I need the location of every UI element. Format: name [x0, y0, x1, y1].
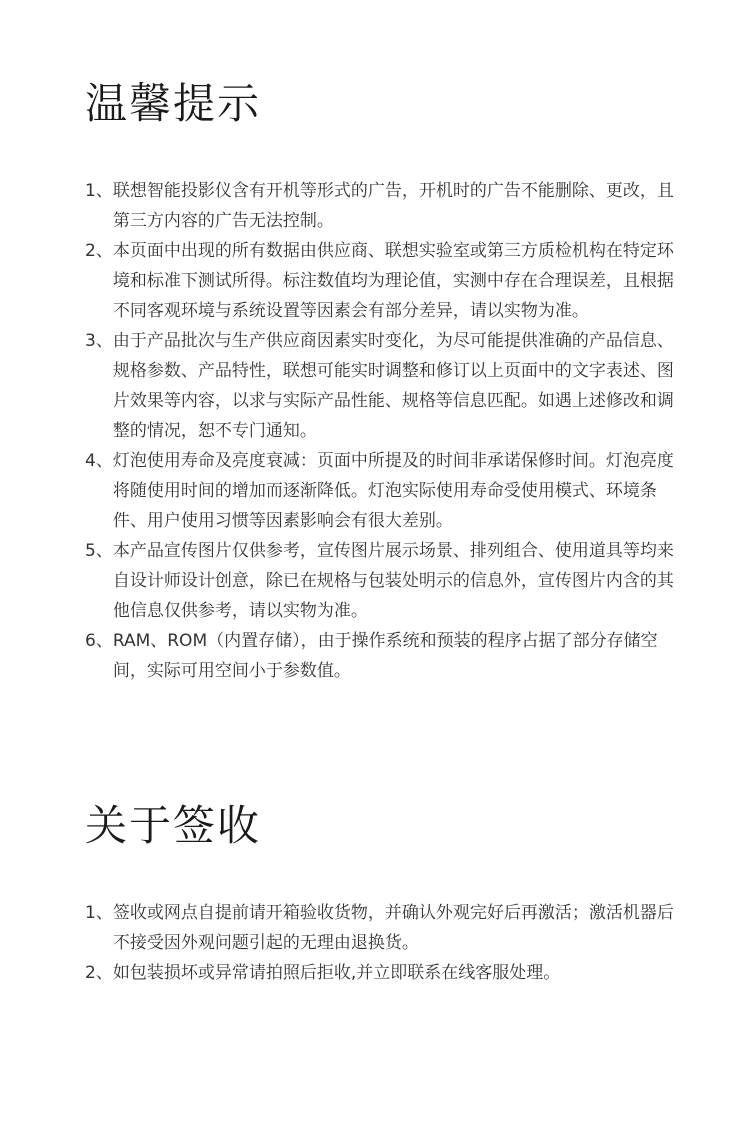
- sign-item-number: 2、: [85, 963, 113, 983]
- tips-item-text: 本页面中出现的所有数据由供应商、联想实验室或第三方质检机构在特定环境和标准下测试所得。标注数值均为理论值，实测中存在合理误差，且根据不同客观环境与系统设置等因素会有部分差异，请以实物为准。: [112, 241, 674, 321]
- tips-item-number: 2、: [85, 241, 113, 261]
- tips-item-6: [85, 626, 675, 686]
- sign-title: 关于签收: [85, 801, 262, 850]
- tips-item-number: 4、: [85, 451, 113, 471]
- tips-item-number: 6、: [85, 631, 113, 651]
- tips-section: [85, 78, 675, 686]
- tips-title: 温馨提示: [85, 79, 262, 128]
- sign-item-1: [85, 898, 675, 958]
- sign-item-text: 如包装损坏或异常请拍照后拒收,并立即联系在线客服处理。: [112, 963, 561, 983]
- tips-item-5: [85, 536, 675, 626]
- sign-item-text: 签收或网点自提前请开箱验收货物，并确认外观完好后再激活；激活机器后不接受因外观问题引起的无理由退换货。: [112, 903, 674, 953]
- tips-item-4: [85, 446, 675, 536]
- tips-item-text: RAM、ROM（内置存储），由于操作系统和预装的程序占据了部分存储空间，实际可用空间小于参数值。: [112, 631, 658, 681]
- tips-item-3: [85, 326, 675, 446]
- sign-list: [85, 898, 675, 988]
- sign-item-number: 1、: [85, 903, 113, 923]
- tips-item-number: 5、: [85, 541, 113, 561]
- tips-item-text: 本产品宣传图片仅供参考，宣传图片展示场景、排列组合、使用道具等均来自设计师设计创意，除已在规格与包装处明示的信息外，宣传图片内含的其他信息仅供参考，请以实物为准。: [112, 541, 674, 621]
- tips-item-number: 1、: [85, 181, 113, 201]
- tips-list: [85, 176, 675, 686]
- tips-item-text: 灯泡使用寿命及亮度衰减：页面中所提及的时间非承诺保修时间。灯泡亮度将随使用时间的增加而逐渐降低。灯泡实际使用寿命受使用模式、环境条件、用户使用习惯等因素影响会有很大差别。: [112, 451, 674, 531]
- tips-item-text: 联想智能投影仪含有开机等形式的广告，开机时的广告不能删除、更改，且第三方内容的广告无法控制。: [112, 181, 674, 231]
- sign-item-2: [85, 958, 675, 988]
- tips-item-number: 3、: [85, 331, 113, 351]
- tips-item-1: [85, 176, 675, 236]
- sign-section: [85, 800, 675, 988]
- tips-item-text: 由于产品批次与生产供应商因素实时变化，为尽可能提供准确的产品信息、规格参数、产品特性，联想可能实时调整和修订以上页面中的文字表述、图片效果等内容，以求与实际产品性能、规格等信息匹配。如遇上述修改和调整的情况，恕不专门通知。: [112, 331, 674, 441]
- tips-item-2: [85, 236, 675, 326]
